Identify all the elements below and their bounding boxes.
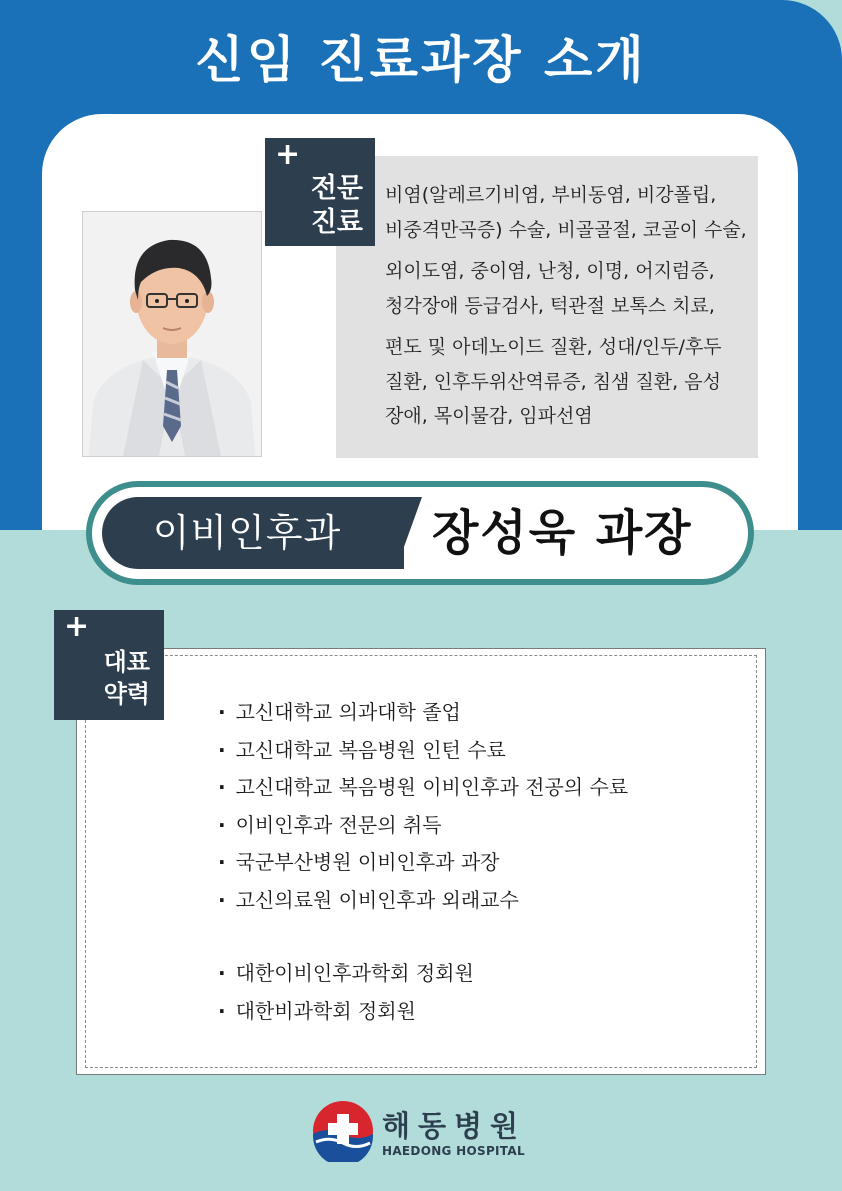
career-item: · 고신대학교 복음병원 인턴 수료 bbox=[218, 732, 628, 770]
career-label-line1: 대표 bbox=[103, 648, 150, 676]
membership-item: · 대한비과학회 정회원 bbox=[218, 993, 474, 1031]
career-item: · 고신대학교 의과대학 졸업 bbox=[218, 694, 628, 732]
career-item: · 국군부산병원 이비인후과 과장 bbox=[218, 844, 628, 882]
career-item: · 이비인후과 전문의 취득 bbox=[218, 807, 628, 845]
specialty-line: 장애, 목이물감, 임파선염 bbox=[385, 405, 593, 427]
specialty-label bbox=[265, 138, 375, 246]
page-title: 신임 진료과장 소개 bbox=[195, 31, 647, 89]
hospital-name-english: HAEDONG HOSPITAL bbox=[382, 1144, 525, 1158]
doctor-portrait-image bbox=[83, 212, 261, 456]
career-label bbox=[54, 610, 164, 720]
membership-item: · 대한이비인후과학회 정회원 bbox=[218, 955, 474, 993]
specialty-paragraph bbox=[385, 254, 755, 323]
membership-list bbox=[218, 955, 474, 1030]
career-list bbox=[218, 694, 628, 919]
hospital-name-korean: 해동병원 bbox=[382, 1109, 527, 1143]
specialty-paragraph bbox=[385, 178, 755, 247]
specialty-line: 비염(알레르기비염, 부비동염, 비강폴립, bbox=[385, 184, 717, 206]
doctor-photo bbox=[82, 211, 262, 457]
career-item: · 고신의료원 이비인후과 외래교수 bbox=[218, 882, 628, 920]
doctor-name: 장성욱 과장 bbox=[432, 505, 693, 561]
specialty-line: 비중격만곡증) 수술, 비골골절, 코골이 수술, bbox=[385, 218, 747, 241]
specialty-label-line1: 전문 bbox=[310, 173, 363, 204]
specialty-line: 편도 및 아데노이드 질환, 성대/인두/후두 bbox=[385, 336, 722, 358]
department-name: 이비인후과 bbox=[152, 511, 342, 555]
name-bar bbox=[86, 481, 754, 585]
specialty-line: 질환, 인후두위산역류증, 침샘 질환, 음성 bbox=[385, 370, 721, 393]
specialty-label-line2: 진료 bbox=[310, 207, 363, 238]
plus-icon: + bbox=[275, 137, 301, 172]
hospital-logo-icon bbox=[312, 1100, 374, 1162]
career-item: · 고신대학교 복음병원 이비인후과 전공의 수료 bbox=[218, 769, 628, 807]
career-label-line2: 약력 bbox=[103, 680, 150, 708]
specialty-text bbox=[385, 178, 755, 441]
department-badge-slant bbox=[396, 497, 422, 569]
specialty-line: 청각장애 등급검사, 턱관절 보톡스 치료, bbox=[385, 294, 715, 317]
specialty-line: 외이도염, 중이염, 난청, 이명, 어지럼증, bbox=[385, 260, 715, 282]
specialty-paragraph bbox=[385, 330, 755, 434]
plus-icon: + bbox=[64, 609, 90, 644]
